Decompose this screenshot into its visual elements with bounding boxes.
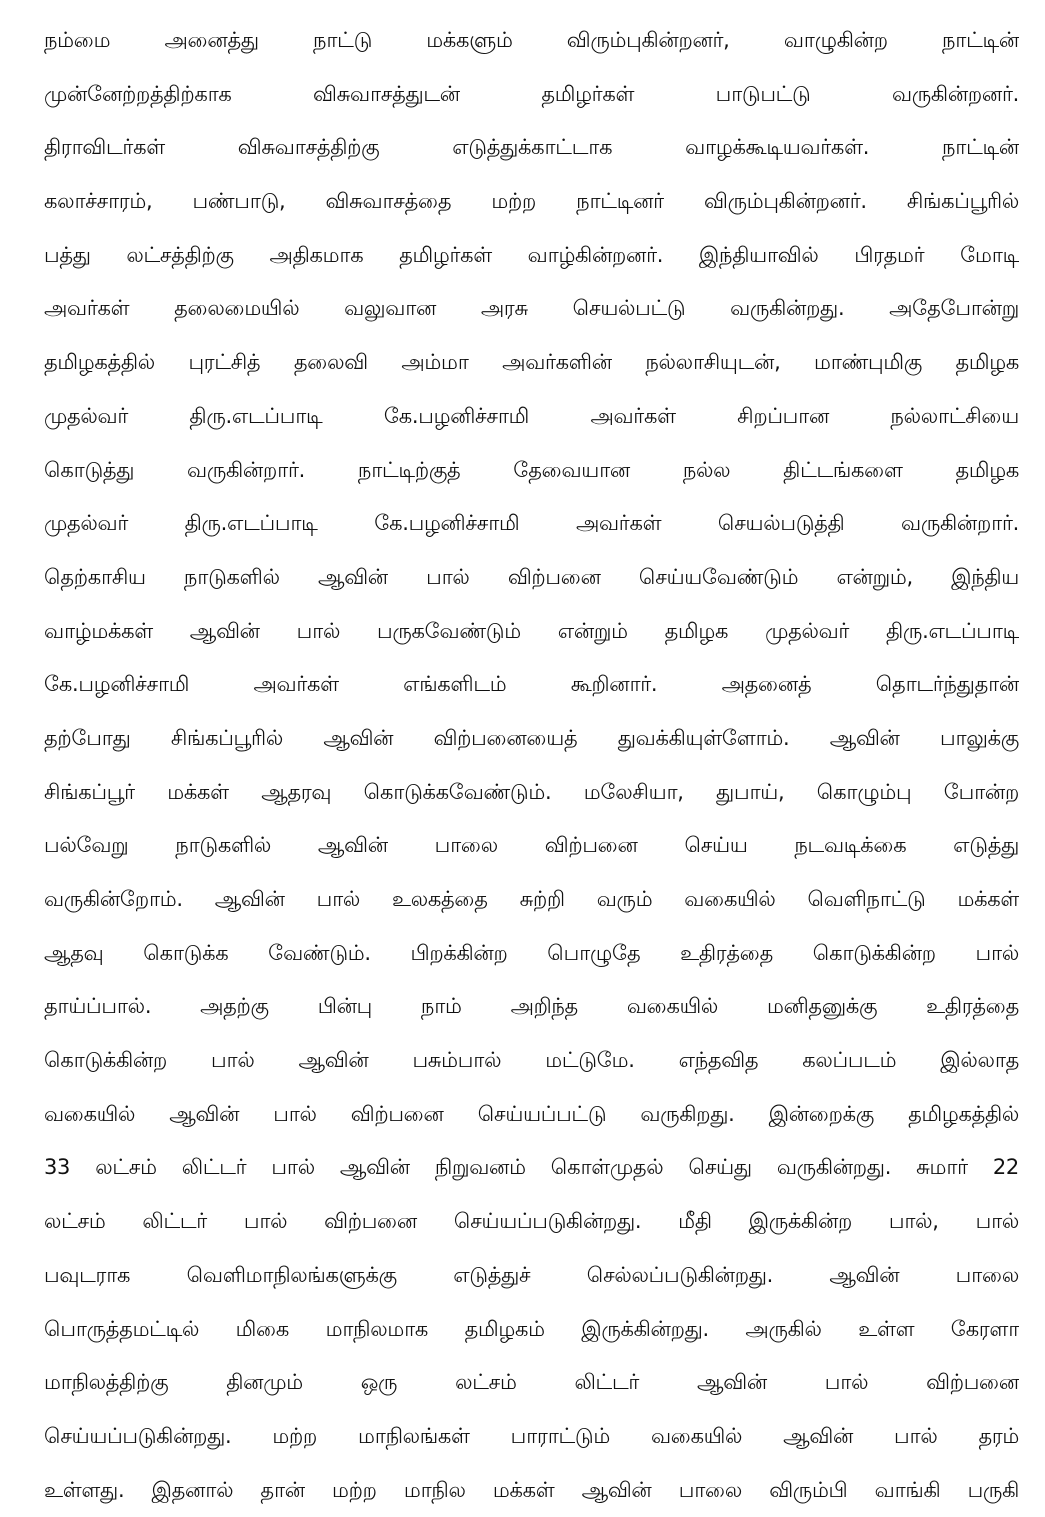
document-page (44, 14, 1019, 1514)
text-line: மாநிலத்திற்கு தினமும் ஒரு லட்சம் லிட்டர் ஆவின் பால் விற்பனை (44, 1370, 1019, 1395)
text-line: கொடுத்து வருகின்றார். நாட்டிற்குத் தேவையான நல்ல திட்டங்களை தமிழக (44, 457, 1019, 482)
text-line: தமிழகத்தில் புரட்சித் தலைவி அம்மா அவர்களின் நல்லாசியுடன், மாண்புமிகு தமிழக (44, 350, 1019, 375)
text-line: திராவிடர்கள் விசுவாசத்திற்கு எடுத்துக்காட்டாக வாழக்கூடியவர்கள். நாட்டின் (44, 135, 1019, 160)
text-line: தெற்காசிய நாடுகளில் ஆவின் பால் விற்பனை செய்யவேண்டும் என்றும், இந்திய (44, 564, 1019, 589)
text-line: நம்மை அனைத்து நாட்டு மக்களும் விரும்புகின்றனர், வாழுகின்ற நாட்டின் (44, 28, 1019, 52)
text-line: வருகின்றோம். ஆவின் பால் உலகத்தை சுற்றி வரும் வகையில் வெளிநாட்டு மக்கள் (44, 887, 1019, 911)
text-line: பல்வேறு நாடுகளில் ஆவின் பாலை விற்பனை செய்ய நடவடிக்கை எடுத்து (44, 833, 1019, 858)
text-line: பவுடராக வெளிமாநிலங்களுக்கு எடுத்துச் செல்லப்படுகின்றது. ஆவின் பாலை (44, 1262, 1019, 1287)
text-line: செய்யப்படுகின்றது. மற்ற மாநிலங்கள் பாராட்டும் வகையில் ஆவின் பால் தரம் (44, 1423, 1019, 1448)
text-line: பொருத்தமட்டில் மிகை மாநிலமாக தமிழகம் இருக்கின்றது. அருகில் உள்ள கேரளா (44, 1316, 1019, 1341)
text-line: முதல்வர் திரு.எடப்பாடி கே.பழனிச்சாமி அவர்கள் செயல்படுத்தி வருகின்றார். (44, 511, 1019, 536)
text-line: உள்ளது. இதனால் தான் மற்ற மாநில மக்கள் ஆவின் பாலை விரும்பி வாங்கி பருகி (44, 1477, 1019, 1502)
text-line: கலாச்சாரம், பண்பாடு, விசுவாசத்தை மற்ற நாட்டினர் விரும்புகின்றனர். சிங்கப்பூரில் (44, 189, 1019, 214)
text-line: முதல்வர் திரு.எடப்பாடி கே.பழனிச்சாமி அவர்கள் சிறப்பான நல்லாட்சியை (44, 403, 1019, 428)
text-line: ஆதவு கொடுக்க வேண்டும். பிறக்கின்ற பொழுதே உதிரத்தை கொடுக்கின்ற பால் (44, 940, 1019, 965)
text-line: பத்து லட்சத்திற்கு அதிகமாக தமிழர்கள் வாழ்கின்றனர். இந்தியாவில் பிரதமர் மோடி (44, 242, 1019, 267)
text-line: 33 லட்சம் லிட்டர் பால் ஆவின் நிறுவனம் கொள்முதல் செய்து வருகின்றது. சுமார் 22 (44, 1155, 1019, 1180)
text-line: வாழ்மக்கள் ஆவின் பால் பருகவேண்டும் என்றும் தமிழக முதல்வர் திரு.எடப்பாடி (44, 618, 1019, 643)
text-line: சிங்கப்பூர் மக்கள் ஆதரவு கொடுக்கவேண்டும். மலேசியா, துபாய், கொழும்பு போன்ற (44, 779, 1019, 804)
text-line: அவர்கள் தலைமையில் வலுவான அரசு செயல்பட்டு வருகின்றது. அதேபோன்று (44, 296, 1019, 321)
text-line: வகையில் ஆவின் பால் விற்பனை செய்யப்பட்டு வருகிறது. இன்றைக்கு தமிழகத்தில் (44, 1101, 1019, 1126)
text-line: தற்போது சிங்கப்பூரில் ஆவின் விற்பனையைத் துவக்கியுள்ளோம். ஆவின் பாலுக்கு (44, 725, 1019, 750)
text-line: முன்னேற்றத்திற்காக விசுவாசத்துடன் தமிழர்கள் பாடுபட்டு வருகின்றனர். (44, 81, 1019, 106)
text-line: கொடுக்கின்ற பால் ஆவின் பசும்பால் மட்டுமே. எந்தவித கலப்படம் இல்லாத (44, 1048, 1019, 1073)
text-line: லட்சம் லிட்டர் பால் விற்பனை செய்யப்படுகின்றது. மீதி இருக்கின்ற பால், பால் (44, 1209, 1019, 1234)
text-line: கே.பழனிச்சாமி அவர்கள் எங்களிடம் கூறினார். அதனைத் தொடர்ந்துதான் (44, 672, 1019, 697)
text-line: தாய்ப்பால். அதற்கு பின்பு நாம் அறிந்த வகையில் மனிதனுக்கு உதிரத்தை (44, 994, 1019, 1019)
